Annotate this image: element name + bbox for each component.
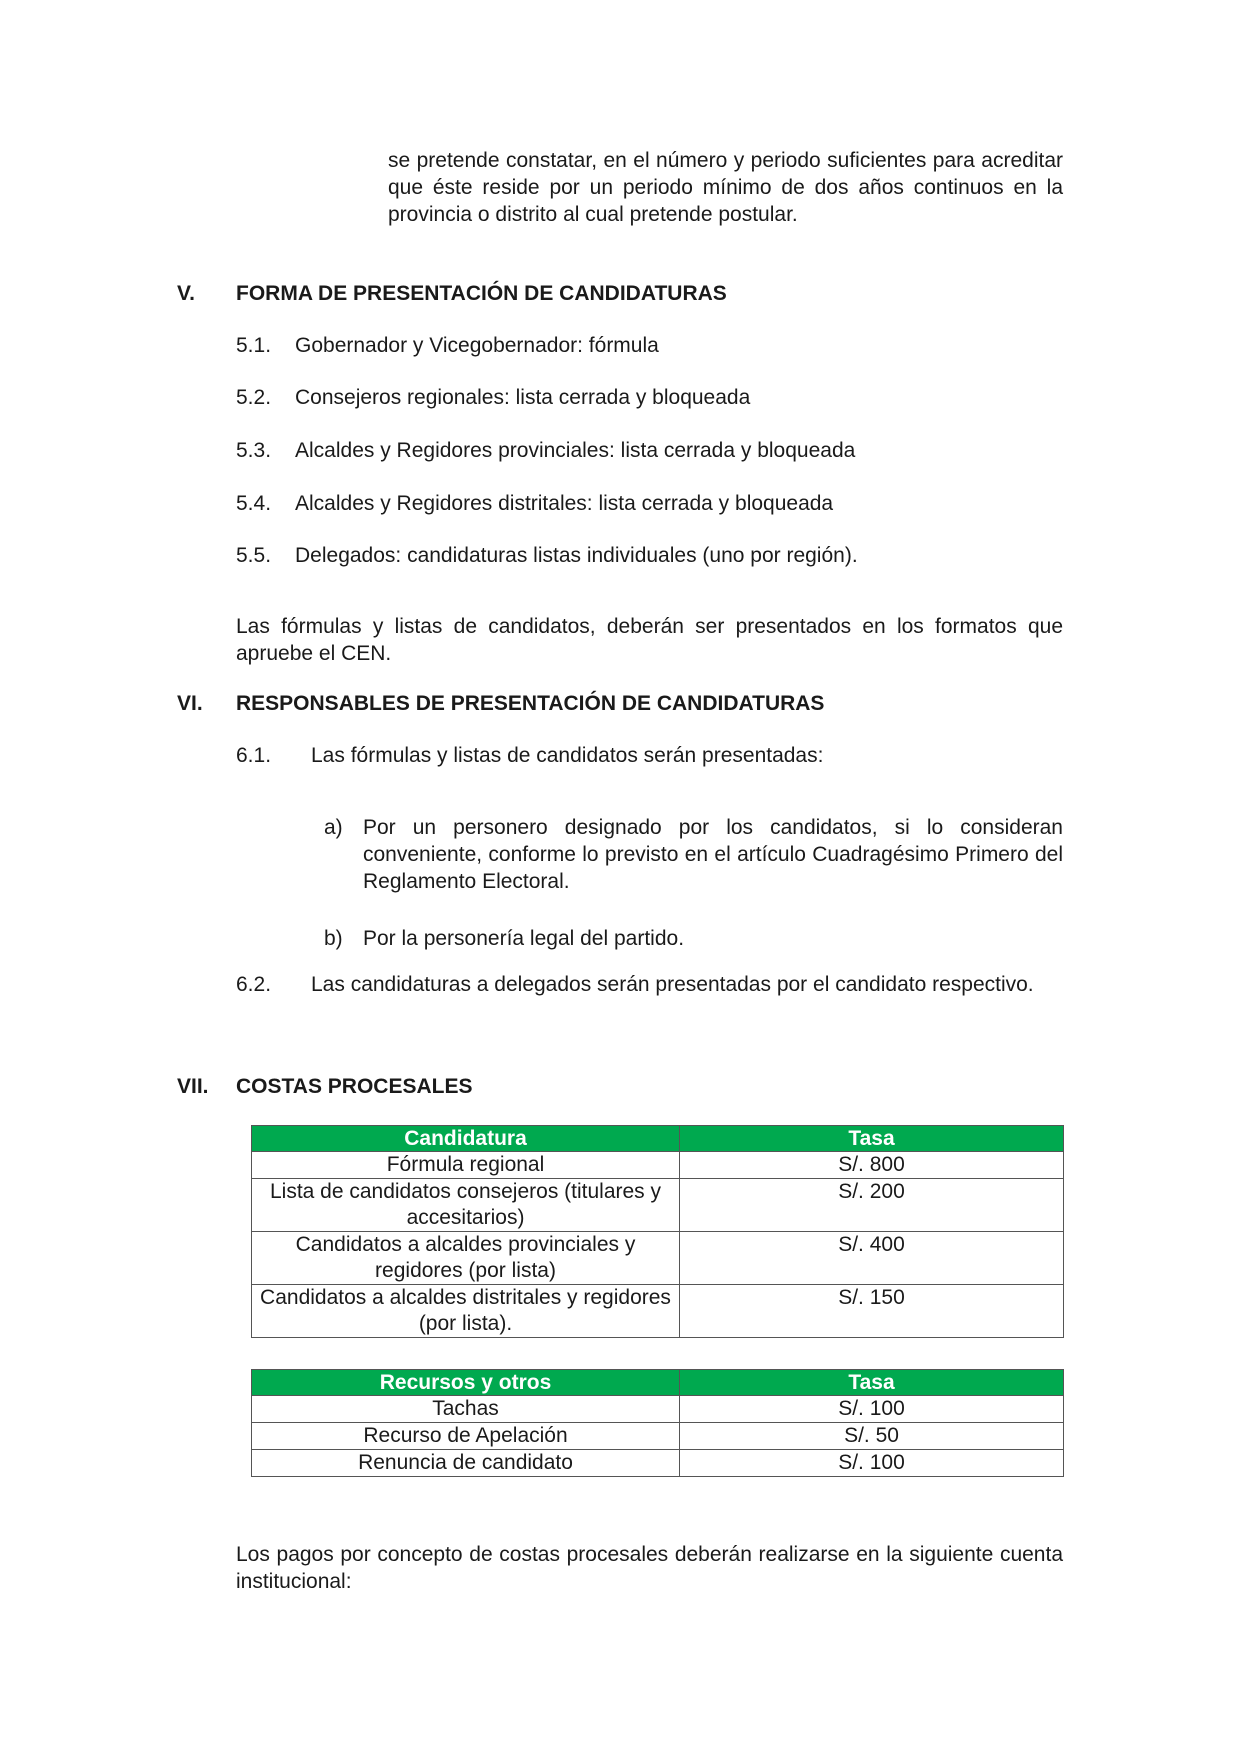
item-5-1-text: Gobernador y Vicegobernador: fórmula — [295, 334, 659, 357]
cell-tasa: S/. 50 — [680, 1423, 1064, 1450]
section-7-number: VII. — [177, 1075, 209, 1098]
table-row — [252, 1396, 1064, 1423]
table-row — [252, 1152, 1064, 1179]
section-7-title: COSTAS PROCESALES — [236, 1075, 473, 1098]
item-5-1-number: 5.1. — [236, 334, 272, 357]
item-5-3-number: 5.3. — [236, 439, 272, 462]
table-row — [252, 1179, 1064, 1232]
cell-tasa: S/. 800 — [680, 1152, 1064, 1179]
intro-paragraph: se pretende constatar, en el número y periodo suficientes para acreditar que éste reside por un periodo mínimo de dos años continuos en la provincia o distrito al cual pretende postular. — [388, 149, 1063, 226]
item-5-4-number: 5.4. — [236, 492, 272, 515]
section-5-number: V. — [177, 282, 195, 305]
table-row — [252, 1285, 1064, 1338]
cell-recurso: Recurso de Apelación — [252, 1423, 680, 1450]
table-row — [252, 1232, 1064, 1285]
subitem-a-letter: a) — [324, 816, 343, 839]
cell-candidatura: Candidatos a alcaldes distritales y regidores (por lista). — [252, 1285, 680, 1338]
table-header-row — [252, 1370, 1064, 1396]
candidacy-fees-table — [251, 1125, 1064, 1338]
cell-tasa: S/. 200 — [680, 1179, 1064, 1232]
cell-candidatura: Fórmula regional — [252, 1152, 680, 1179]
column-header-tasa: Tasa — [680, 1370, 1064, 1396]
item-6-2-number: 6.2. — [236, 973, 272, 996]
subitem-b-text: Por la personería legal del partido. — [363, 927, 685, 950]
subitem-a-text: Por un personero designado por los candidatos, si lo consideran conveniente, conforme lo previsto en el artículo Cuadragésimo Primero del Reglamento Electoral. — [363, 816, 1063, 893]
item-5-5-text: Delegados: candidaturas listas individuales (uno por región). — [295, 544, 858, 567]
item-6-2-text: Las candidaturas a delegados serán presentadas por el candidato respectivo. — [311, 973, 1034, 996]
item-6-1-text: Las fórmulas y listas de candidatos serán presentadas: — [311, 744, 824, 767]
section-5-note: Las fórmulas y listas de candidatos, deberán ser presentados en los formatos que apruebe el CEN. — [236, 615, 1063, 665]
item-6-1-number: 6.1. — [236, 744, 272, 767]
appeals-fees-table — [251, 1369, 1064, 1477]
section-6-title: RESPONSABLES DE PRESENTACIÓN DE CANDIDATURAS — [236, 692, 825, 715]
column-header-recursos: Recursos y otros — [252, 1370, 680, 1396]
section-6-number: VI. — [177, 692, 203, 715]
cell-candidatura: Candidatos a alcaldes provinciales y regidores (por lista) — [252, 1232, 680, 1285]
cell-recurso: Tachas — [252, 1396, 680, 1423]
cell-candidatura: Lista de candidatos consejeros (titulares y accesitarios) — [252, 1179, 680, 1232]
table-row — [252, 1423, 1064, 1450]
table-header-row — [252, 1126, 1064, 1152]
cell-tasa: S/. 100 — [680, 1450, 1064, 1477]
cell-tasa: S/. 400 — [680, 1232, 1064, 1285]
item-5-4-text: Alcaldes y Regidores distritales: lista cerrada y bloqueada — [295, 492, 834, 515]
item-5-2-number: 5.2. — [236, 386, 272, 409]
item-5-2-text: Consejeros regionales: lista cerrada y bloqueada — [295, 386, 751, 409]
column-header-candidatura: Candidatura — [252, 1126, 680, 1152]
table-row — [252, 1450, 1064, 1477]
closing-paragraph: Los pagos por concepto de costas procesales deberán realizarse en la siguiente cuenta institucional: — [236, 1543, 1063, 1593]
cell-tasa: S/. 100 — [680, 1396, 1064, 1423]
cell-recurso: Renuncia de candidato — [252, 1450, 680, 1477]
item-5-3-text: Alcaldes y Regidores provinciales: lista cerrada y bloqueada — [295, 439, 856, 462]
item-5-5-number: 5.5. — [236, 544, 272, 567]
section-5-title: FORMA DE PRESENTACIÓN DE CANDIDATURAS — [236, 282, 727, 305]
subitem-b-letter: b) — [324, 927, 343, 950]
column-header-tasa: Tasa — [680, 1126, 1064, 1152]
cell-tasa: S/. 150 — [680, 1285, 1064, 1338]
